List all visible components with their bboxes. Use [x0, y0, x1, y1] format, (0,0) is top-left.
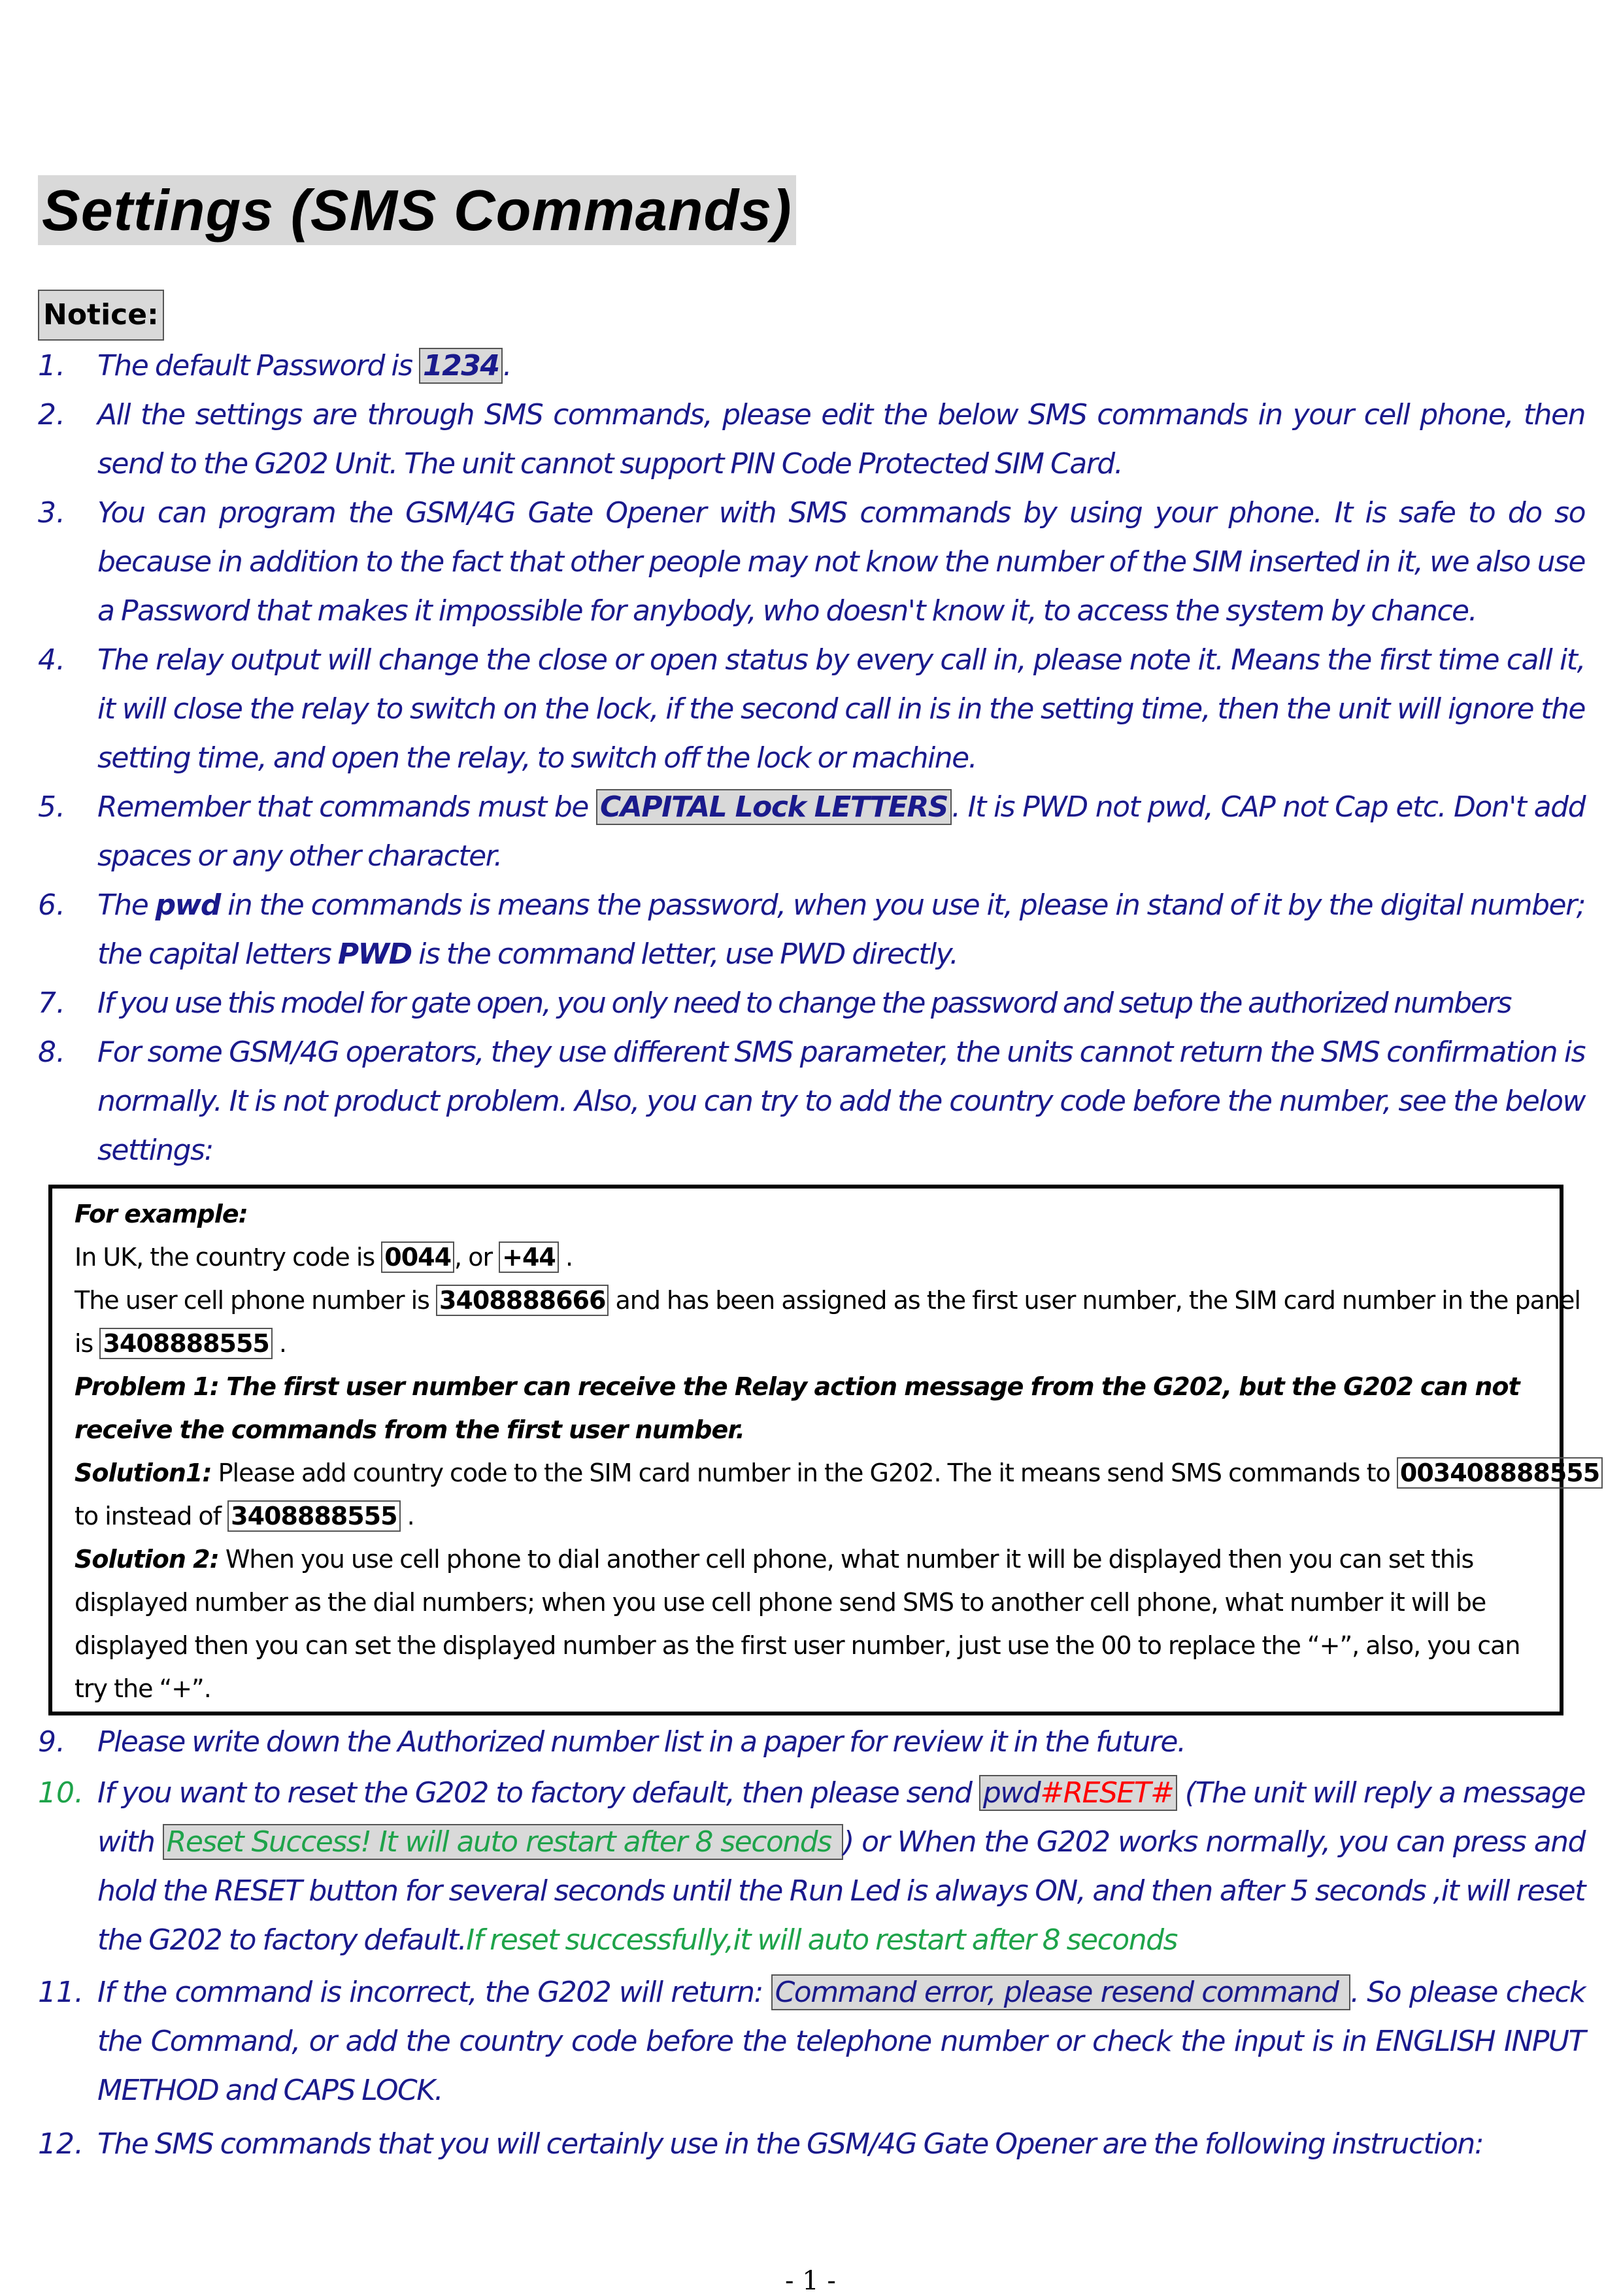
example-solution-2: Solution 2: When you use cell phone to dial another cell phone, what number it will be displayed then you can set this displayed number as the dial numbers; when you use cell phone send SMS to another cell phone, what number it will be displayed then you can set the displayed number as the first user number, just use the 00 to replace the “+”, also, you can try the “+”.: [75, 1545, 1520, 1703]
list-text: All the settings are through SMS commands, please edit the below SMS commands in your cell phone, then send to the G202 Unit. The unit cannot support PIN Code Protected SIM Card.: [97, 398, 1585, 481]
example-sim-number: is 3408888555 .: [75, 1329, 287, 1358]
list-number: 2.: [38, 398, 65, 431]
list-number: 11.: [38, 1976, 84, 2009]
page-number: - 1 -: [785, 2266, 836, 2296]
list-number: 3.: [38, 496, 65, 530]
example-box: [48, 1185, 1600, 1715]
list-number: 9.: [38, 1725, 65, 1759]
list-number: 7.: [38, 987, 65, 1020]
list-number: 10.: [38, 1776, 84, 1810]
list-number: 5.: [38, 790, 65, 824]
example-country-code: In UK, the country code is 0044 , or +44 .: [75, 1243, 573, 1272]
default-password: 1234: [419, 348, 503, 384]
notice-label: Notice:: [38, 290, 164, 341]
list-number: 12.: [38, 2127, 84, 2161]
list-text: The pwd in the commands is means the password, when you use it, please in stand of it by the digital number; the capital letters PWD is the command letter, use PWD directly.: [97, 888, 1585, 971]
list-text: For some GSM/4G operators, they use different SMS parameter, the units cannot return the SMS confirmation is normally. It is not product problem. Also, you can try to add the country code before the number, see the below settings:: [97, 1036, 1585, 1167]
list-number: 6.: [38, 888, 65, 922]
list-number: 4.: [38, 643, 65, 677]
capital-letters-highlight: CAPITAL Lock LETTERS: [596, 789, 952, 825]
example-user-number: The user cell phone number is 3408888666 and has been assigned as the first user number, the SIM card number in the panel: [75, 1286, 1580, 1315]
list-number: 1.: [38, 349, 65, 382]
page-title: Settings (SMS Commands): [38, 175, 796, 245]
list-text: You can program the GSM/4G Gate Opener with SMS commands by using your phone. It is safe to do so because in addition to the fact that other people may not know the number of the SIM inserted in it, we also use a Password that makes it impossible for anybody, who doesn't know it, to access the system by chance.: [97, 496, 1585, 628]
reset-reply: Reset Success! It will auto restart after 8 seconds: [163, 1824, 843, 1860]
example-solution-1-cont: to instead of 3408888555 .: [75, 1502, 414, 1530]
example-solution-1: Solution1: Please add country code to the SIM card number in the G202. The it means send SMS commands to 003408888555: [75, 1451, 1549, 1494]
reset-command: pwd#RESET#: [979, 1775, 1178, 1811]
list-text: If you want to reset the G202 to factory default, then please send pwd#RESET# (The unit will reply a message with Reset Success! It will auto restart after 8 seconds ) or When the G202 works normally, you can press and hold the RESET button for several seconds until the Run Led is always ON, and then after 5 seconds ,it will reset the G202 to factory default.If reset successfully,it will auto restart after 8 seconds: [97, 1776, 1585, 1957]
list-text: Remember that commands must be CAPITAL Lock LETTERS . It is PWD not pwd, CAP not Cap etc. Don't add spaces or any other character.: [97, 790, 1585, 873]
command-error-message: Command error, please resend command: [771, 1974, 1351, 2010]
list-number: 8.: [38, 1036, 65, 1069]
list-text: The SMS commands that you will certainly use in the GSM/4G Gate Opener are the following instruction:: [97, 2127, 1484, 2161]
example-problem: Problem 1: The first user number can receive the Relay action message from the G202, but the G202 can not receive the commands from the first user number.: [75, 1372, 1520, 1444]
list-text: If you use this model for gate open, you only need to change the password and setup the authorized numbers: [97, 987, 1511, 1020]
list-text: The relay output will change the close or open status by every call in, please note it. Means the first time call it, it will close the relay to switch on the lock, if the second call in is in the setting time, then the unit will ignore the setting time, and open the relay, to switch off the lock or machine.: [97, 643, 1585, 775]
list-text: Please write down the Authorized number list in a paper for review it in the future.: [97, 1725, 1186, 1759]
list-text: The default Password is 1234 .: [97, 349, 511, 382]
example-heading: For example:: [75, 1200, 248, 1228]
list-text: If the command is incorrect, the G202 will return: Command error, please resend command . So please check the Command, or add the country code before the telephone number or check the input is in ENGLISH INPUT METHOD and CAPS LOCK.: [97, 1976, 1586, 2107]
